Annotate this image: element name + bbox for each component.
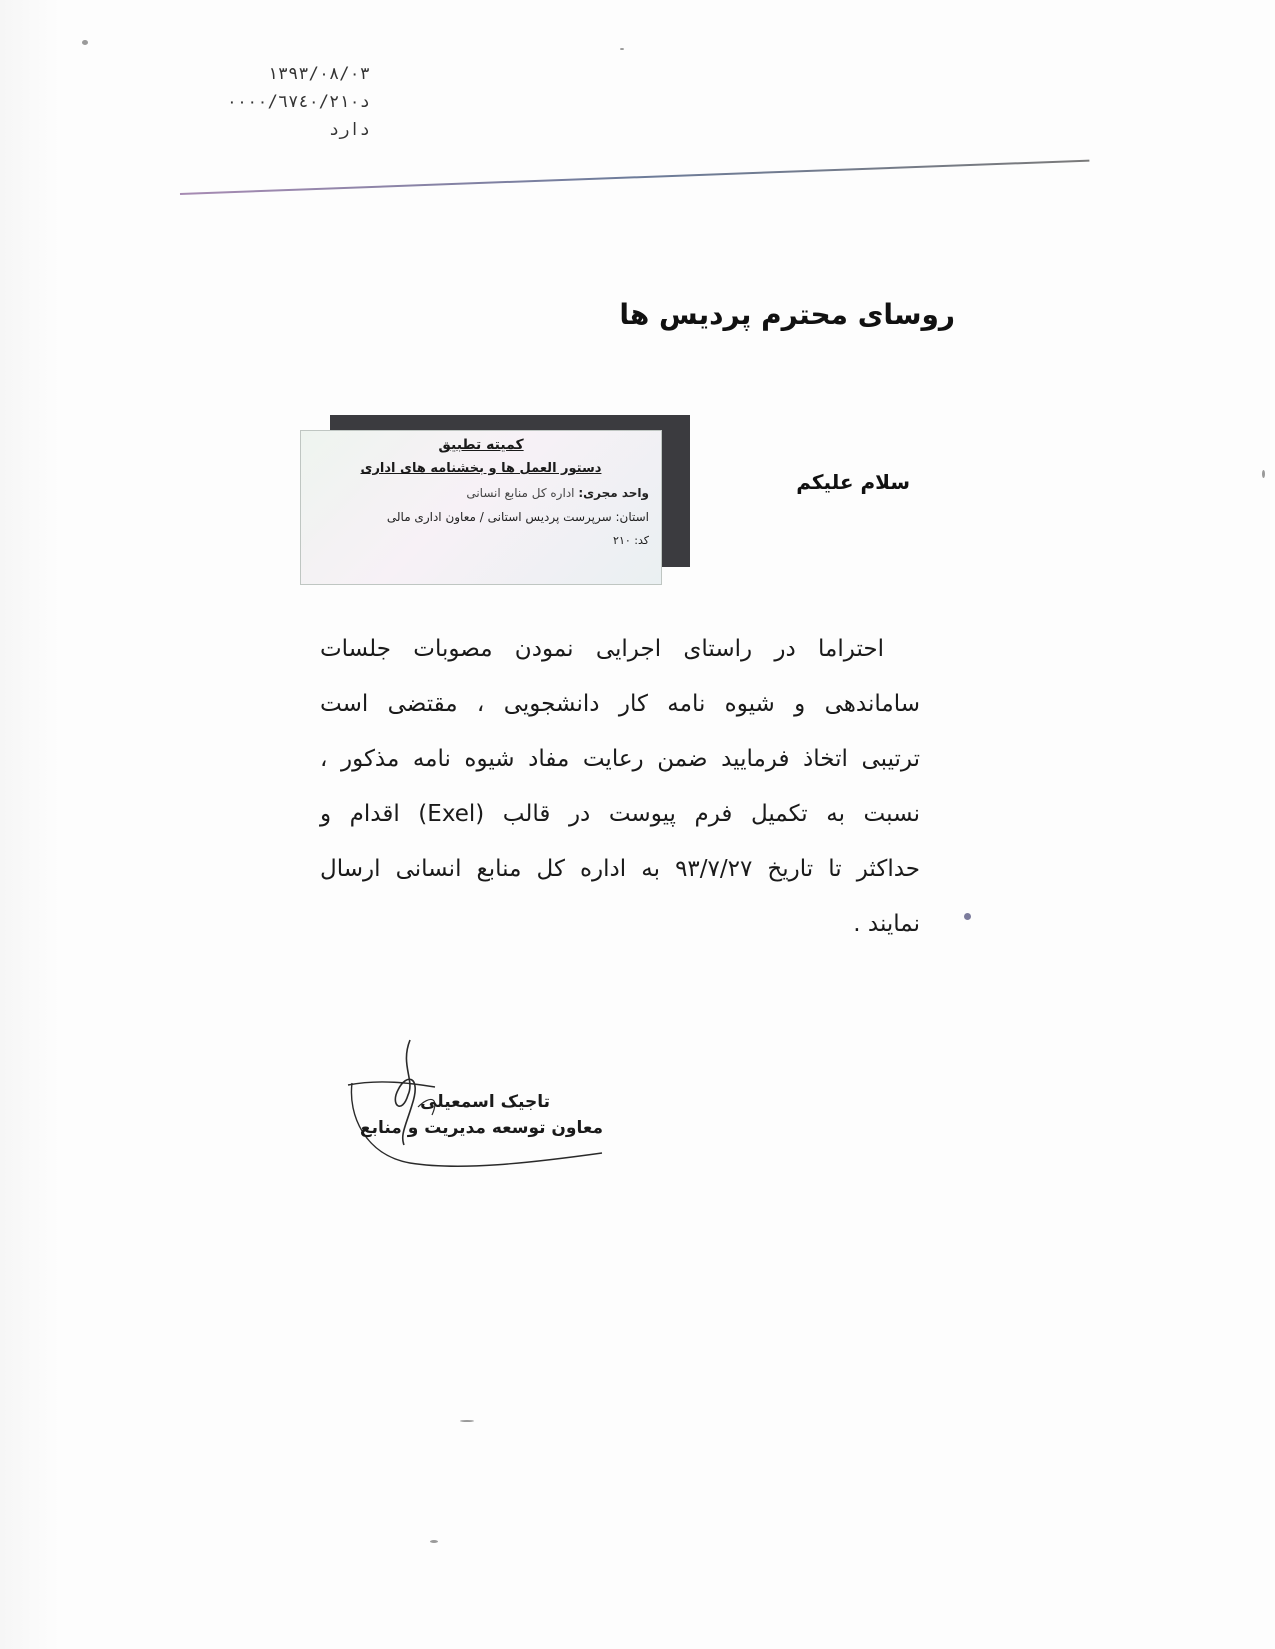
header-divider: [180, 160, 1089, 195]
stamp-unit-value: اداره کل منابع انسانی: [466, 486, 575, 500]
body-line: نسبت به تکمیل فرم پیوست در قالب (Exel) اقدام و: [320, 801, 920, 827]
letter-meta: [210, 60, 370, 144]
body-line: نمایند .: [853, 911, 920, 937]
stamp-code: کد: ۲۱۰: [613, 534, 649, 547]
letter-number: د۰۰۰۰/٦٧٤٠/۲۱۰: [226, 92, 370, 112]
margin-dot: [964, 913, 971, 920]
body-line: احتراما در راستای اجرایی نمودن مصوبات جلسات: [320, 636, 884, 662]
stamp-unit: [313, 486, 649, 500]
body-line: ترتیبی اتخاذ فرمایید ضمن رعایت مفاد شیوه نامه مذکور ،: [320, 746, 920, 772]
greeting: سلام علیکم: [796, 470, 910, 494]
letter-attachment: دارد: [329, 120, 370, 140]
stamp-province: استان: سرپرست پردیس استانی / معاون اداری مالی: [386, 510, 649, 524]
scan-speck: [460, 1420, 474, 1422]
signer-title: معاون توسعه مدیریت و منابع: [359, 1118, 603, 1138]
recipient-heading: روسای محترم پردیس ها: [619, 298, 955, 331]
letter-date: ۱۳۹۳/۰۸/۰۳: [267, 64, 370, 84]
letter-body: [320, 622, 920, 952]
scan-edge-shading: [0, 0, 60, 1649]
signer-name: تاجیک اسمعیلی: [420, 1092, 550, 1112]
stamp-subtitle: دستور العمل ها و بخشنامه های اداری: [360, 461, 602, 476]
body-line: حداکثر تا تاریخ ۹۳/۷/۲۷ به اداره کل منابع انسانی ارسال: [320, 856, 921, 882]
body-line: ساماندهی و شیوه نامه کار دانشجویی ، مقتضی است: [320, 691, 920, 717]
committee-stamp: [300, 430, 662, 585]
scan-speck: [430, 1540, 438, 1543]
scan-speck: [1262, 470, 1265, 478]
stamp-title: کمیته تطبیق: [438, 437, 524, 453]
scan-speck: [620, 48, 624, 50]
stamp-unit-label: واحد مجری:: [578, 486, 649, 500]
scan-speck: [82, 40, 88, 45]
